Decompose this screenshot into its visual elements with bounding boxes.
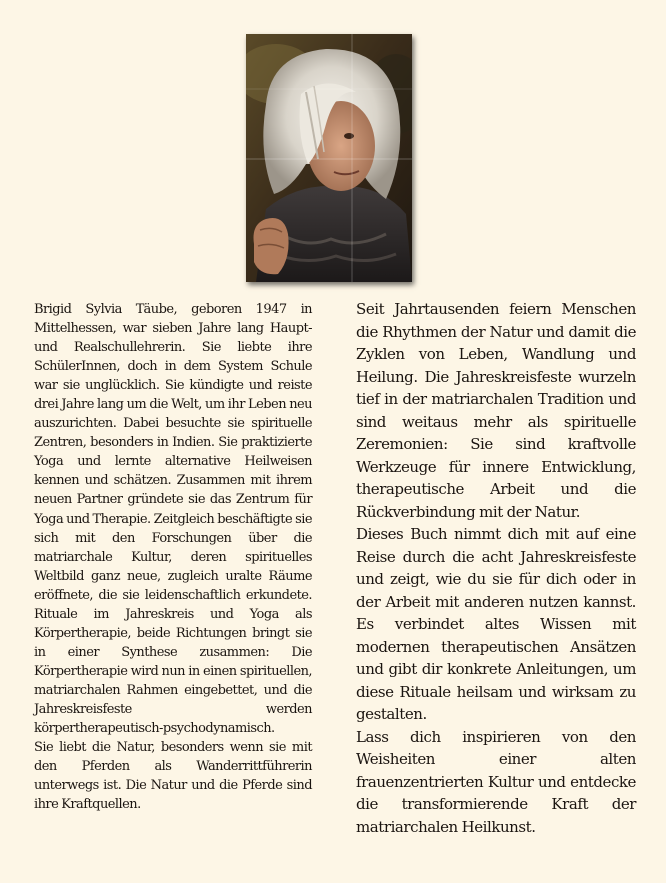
author-bio-paragraph: Sie liebt die Natur, besonders wenn sie mit den Pferden als Wanderrittführerin unterwegs ist. Die Natur und die Pferde sind ihre Kraftquellen. <box>34 740 312 813</box>
author-portrait <box>246 34 412 282</box>
book-description <box>356 298 636 838</box>
book-description-paragraph: Lass dich inspirieren von den Weisheiten einer alten frauenzentrierten Kultur und entdecke die transformierende Kraft der matriarchalen Heilkunst. <box>356 727 636 836</box>
book-description-paragraph: Dieses Buch nimmt dich mit auf eine Reise durch die acht Jahreskreisfeste und zeigt, wie du sie für dich oder in der Arbeit mit anderen nutzen kannst. Es verbindet altes Wissen mit modernen therapeutischen Ansätzen und gibt dir konkrete Anleitungen, um diese Rituale heilsam und wirksam zu gestalten. <box>356 525 636 723</box>
author-portrait-image <box>246 34 412 282</box>
author-bio <box>34 300 312 814</box>
author-bio-paragraph: Brigid Sylvia Täube, geboren 1947 in Mittelhessen, war sieben Jahre lang Haupt- und Realschullehrerin. Sie liebte ihre SchülerInnen, doch in dem System Schule war sie unglücklich. Sie kündigte und reiste drei Jahre lang um die Welt, um ihr Leben neu auszurichten. Dabei besuchte sie spirituelle Zentren, besonders in Indien. Sie praktizierte Yoga und lernte alternative Heilweisen kennen und schätzen. Zusammen mit ihrem neuen Partner gründete sie das Zentrum für Yoga und Therapie. Zeitgleich beschäftigte sie sich mit den Forschungen über die matriarchale Kultur, deren spirituelles Weltbild ganz neue, zugleich uralte Räume eröffnete, die sie leidenschaftlich erkundete. Rituale im Jahreskreis und Yoga als Körpertherapie, beide Richtungen bringt sie in einer Synthese zusammen: Die Körpertherapie wird nun in einen spirituellen, matriarchalen Rahmen eingebettet, und die Jahreskreisfeste werden körpertherapeutisch-psychodynamisch. <box>34 302 312 737</box>
book-description-paragraph: Seit Jahrtausenden feiern Menschen die Rhythmen der Natur und damit die Zyklen von Leben, Wandlung und Heilung. Die Jahreskreisfeste wurzeln tief in der matriarchalen Tradition und sind weitaus mehr als spirituelle Zeremonien: Sie sind kraftvolle Werkzeuge für innere Entwicklung, therapeutische Arbeit und die Rückverbindung mit der Natur. <box>356 300 636 521</box>
